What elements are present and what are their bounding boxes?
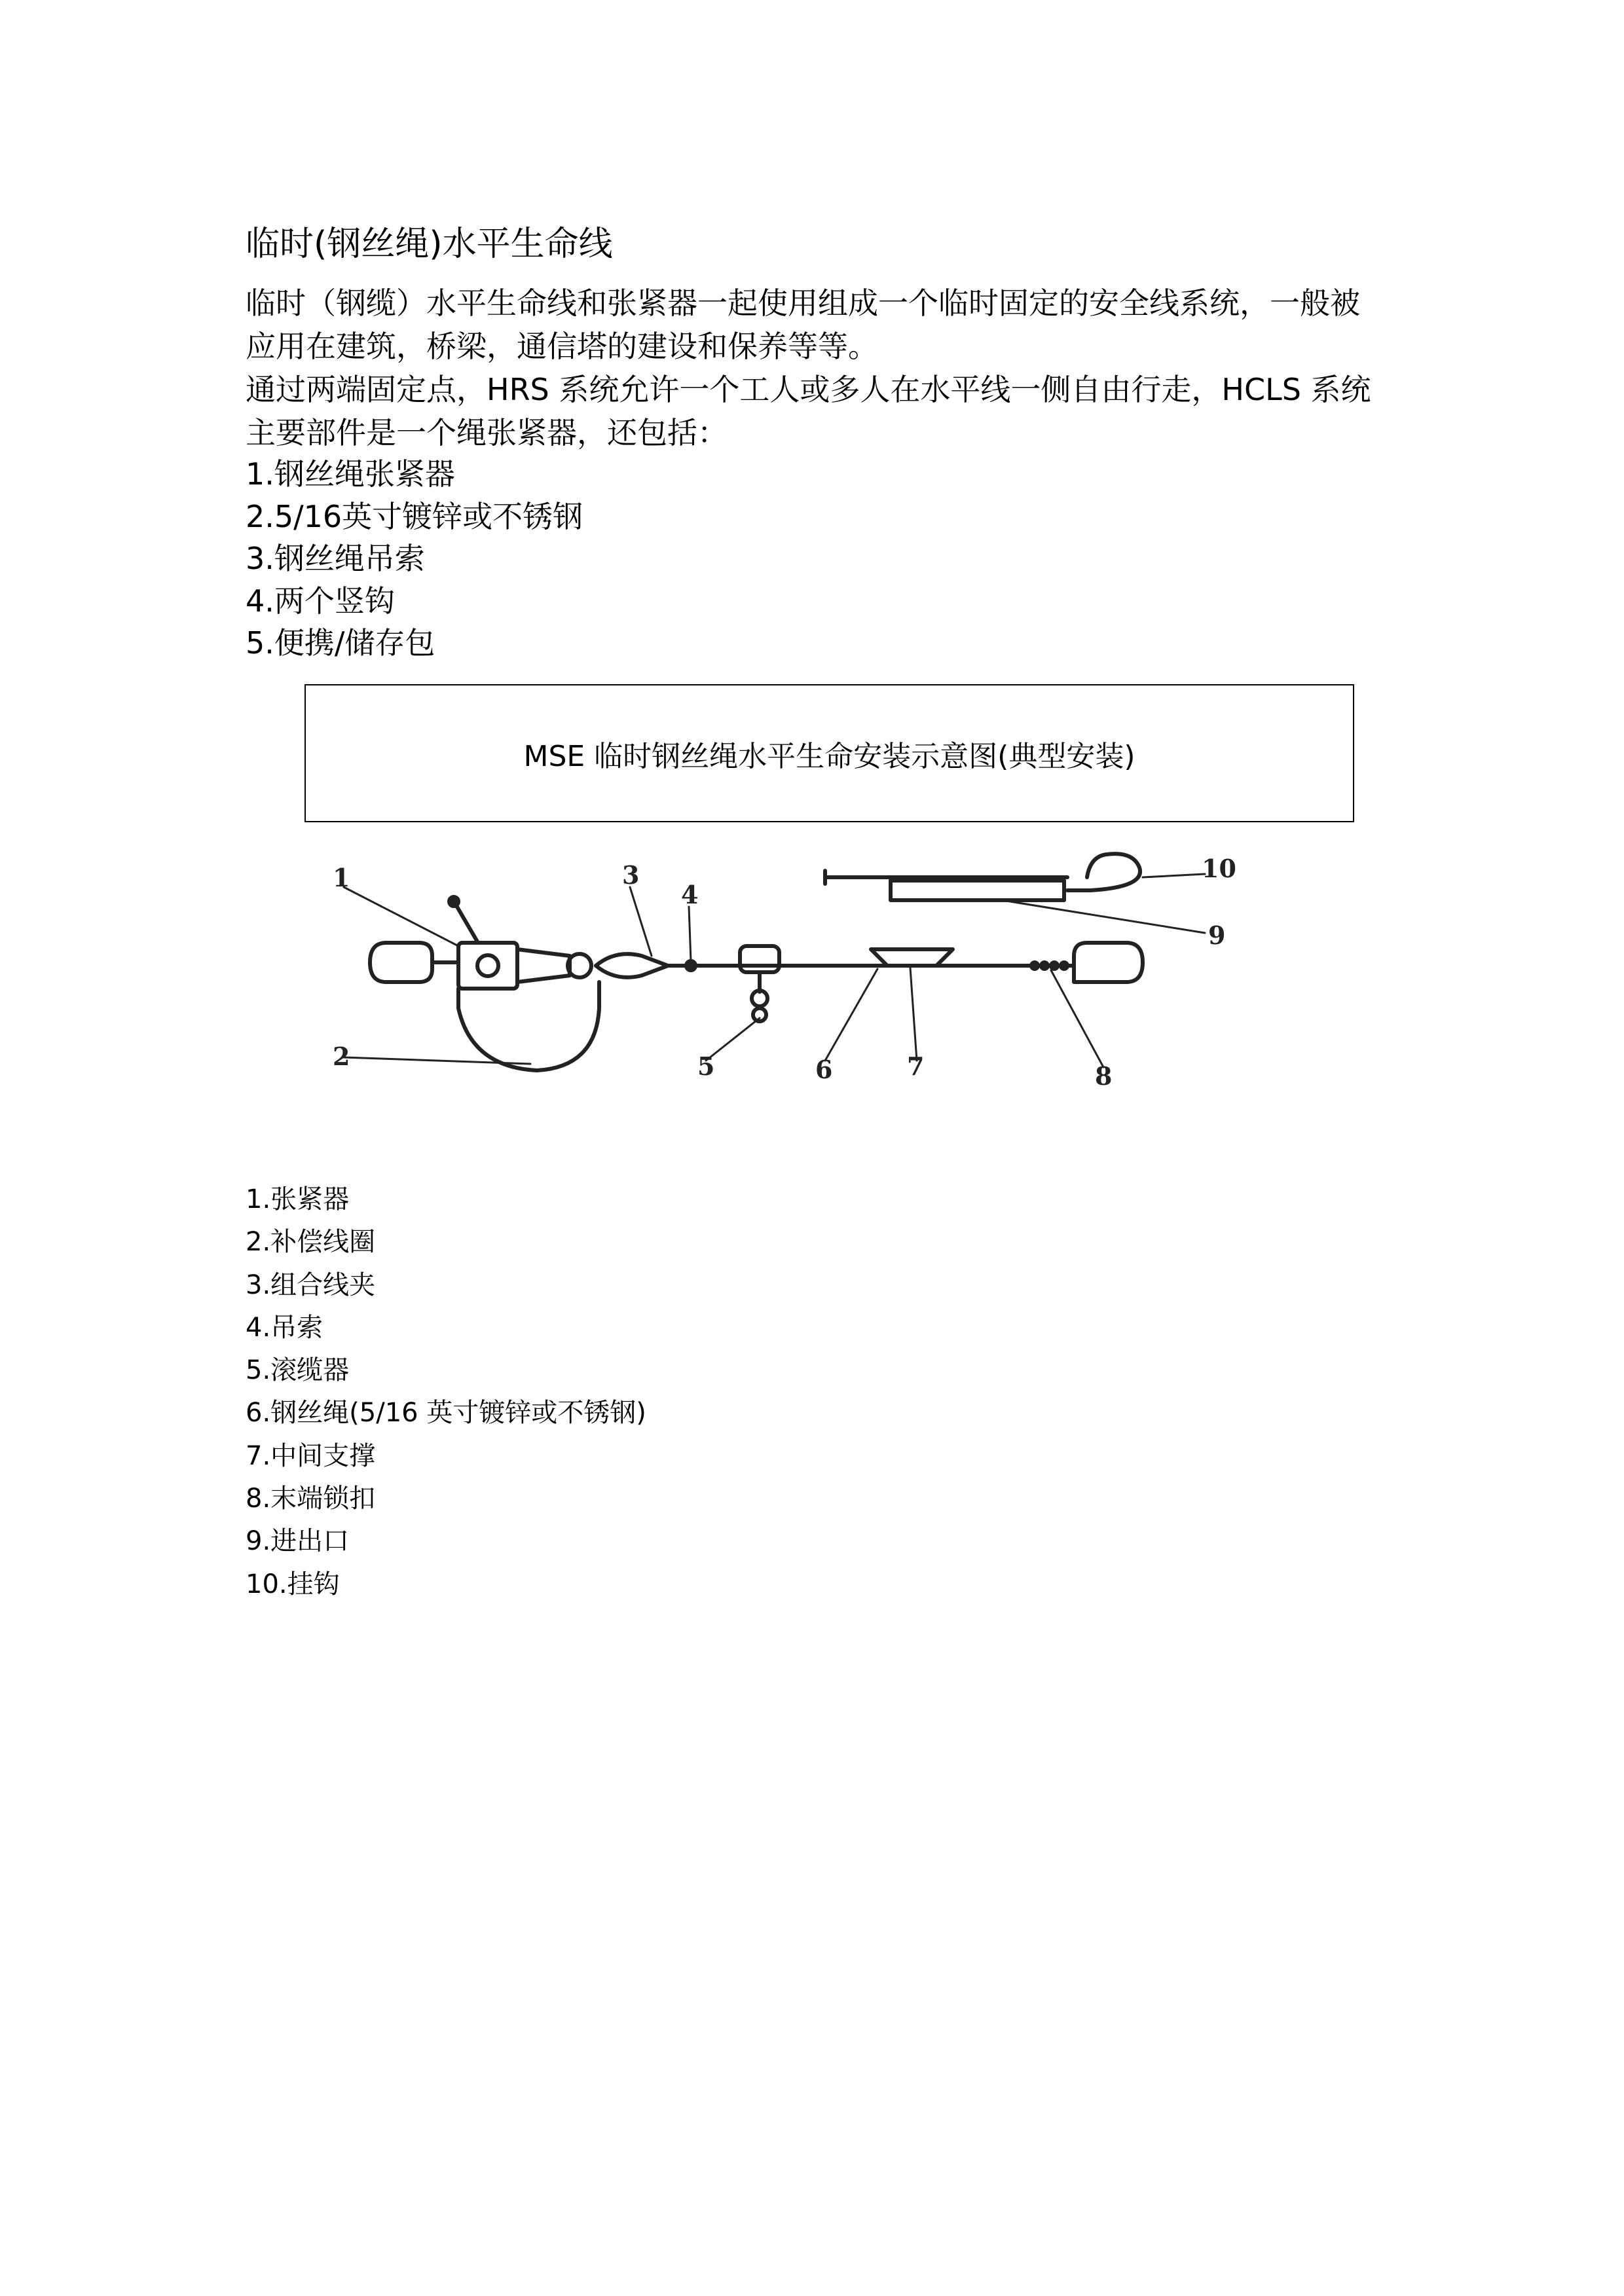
legend-item: 2.补偿线圈 (246, 1227, 376, 1258)
system-paragraph: 通过两端固定点，HRS 系统允许一个工人或多人在水平线一侧自由行走，HCLS 系统主要部件是一个绳张紧器，还包括： (246, 372, 1371, 450)
access-gate-icon (891, 881, 1064, 900)
hook-icon (1067, 854, 1140, 890)
compensation-coil-icon (458, 982, 599, 1070)
legend-item: 3.组合线夹 (246, 1269, 376, 1300)
list-item: 5.便携/储存包 (246, 625, 435, 661)
diagram-legend (246, 1178, 646, 1606)
legend-item: 8.末端锁扣 (246, 1484, 376, 1514)
parts-list (246, 453, 583, 665)
callout-9: 9 (1208, 920, 1226, 950)
legend-item: 10.挂钩 (246, 1569, 340, 1599)
list-item: 1.钢丝绳张紧器 (246, 456, 455, 492)
legend-item: 1.张紧器 (246, 1184, 350, 1214)
intermediate-support-icon (871, 949, 953, 966)
list-item: 4.两个竖钩 (246, 583, 395, 619)
legend-item: 4.吊索 (246, 1312, 323, 1343)
legend-item: 6.钢丝绳(5/16 英寸镀锌或不锈钢) (246, 1398, 646, 1429)
figure-caption: MSE 临时钢丝绳水平生命安装示意图(典型安装) (523, 739, 1135, 773)
callout-2: 2 (333, 1042, 350, 1071)
legend-item: 7.中间支撑 (246, 1440, 376, 1471)
legend-item: 9.进出口 (246, 1526, 350, 1557)
callout-3: 3 (622, 860, 640, 890)
page-title: 临时(钢丝绳)水平生命线 (246, 225, 613, 264)
callout-1: 1 (333, 863, 350, 892)
list-item: 2.5/16英寸镀锌或不锈钢 (246, 498, 583, 534)
intro-paragraph: 临时（钢缆）水平生命线和张紧器一起使用组成一个临时固定的安全线系统，一般被应用在建筑，桥梁，通信塔的建设和保养等等。 (246, 285, 1360, 364)
callout-4: 4 (681, 880, 699, 909)
combination-clamp-icon (596, 954, 668, 966)
right-carabiner-icon (1074, 943, 1143, 982)
callout-10: 10 (1202, 854, 1236, 883)
left-carabiner-icon (370, 943, 432, 982)
rope-grab-icon (740, 946, 779, 972)
lifeline-diagram (314, 851, 1310, 1113)
legend-item: 5.滚缆器 (246, 1355, 350, 1386)
list-item: 3.钢丝绳吊索 (246, 541, 425, 576)
callout-8: 8 (1095, 1061, 1113, 1091)
tensioner-icon (458, 943, 517, 989)
figure-caption-box (304, 684, 1354, 822)
callout-5: 5 (697, 1051, 715, 1081)
callout-7: 7 (907, 1051, 925, 1081)
callout-6: 6 (815, 1055, 833, 1084)
